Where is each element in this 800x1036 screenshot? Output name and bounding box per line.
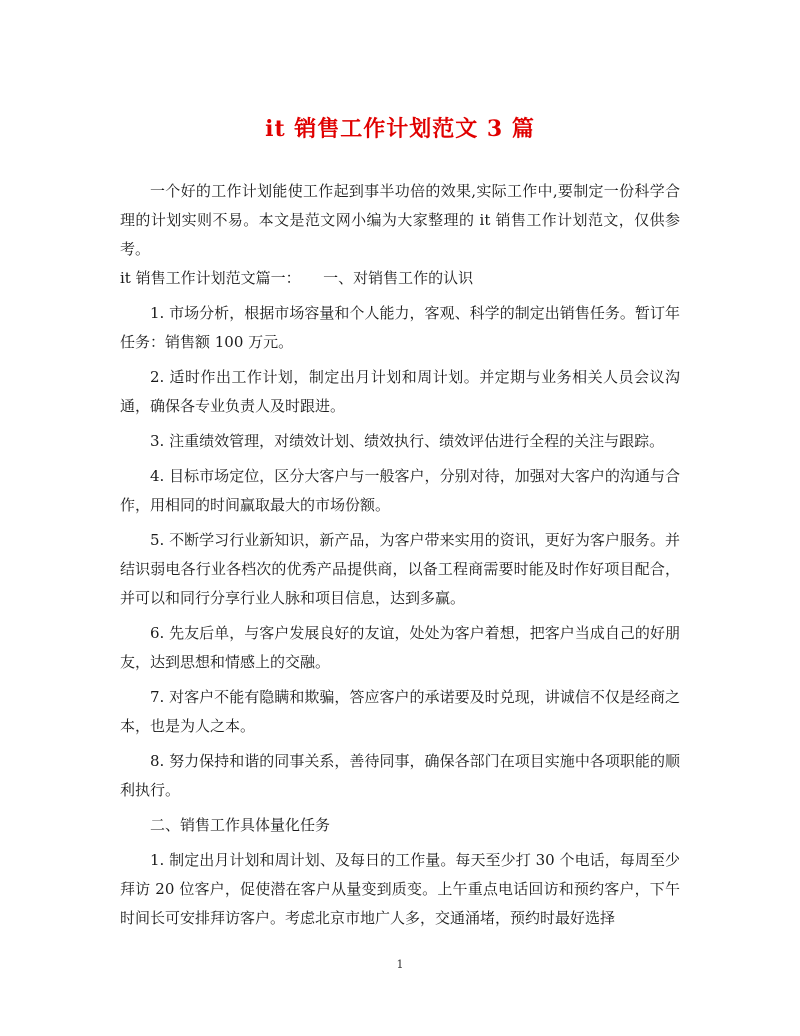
section-heading-two: 二、销售工作具体量化任务 <box>150 816 331 834</box>
paragraph-item-6: 6. 先友后单，与客户发展良好的友谊，处处为客户着想，把客户当成自己的好朋友，达到思想和情感上的交融。 <box>120 624 680 671</box>
page-number: 1 <box>396 958 404 971</box>
paragraph-item-1: 1. 市场分析，根据市场容量和个人能力，客观、科学的制定出销售任务。暂订年任务：销售额 100 万元。 <box>120 304 680 351</box>
paragraph-item-4: 4. 目标市场定位，区分大客户与一般客户，分别对待，加强对大客户的沟通与合作，用相同的时间赢取最大的市场份额。 <box>120 467 680 514</box>
paragraph-item-3: 3. 注重绩效管理，对绩效计划、绩效执行、绩效评估进行全程的关注与跟踪。 <box>150 432 665 450</box>
paragraph-item-2: 2. 适时作出工作计划，制定出月计划和周计划。并定期与业务相关人员会议沟通，确保各专业负责人及时跟进。 <box>120 368 680 415</box>
document-body <box>120 177 680 939</box>
section-heading-part-one: it 销售工作计划范文篇一： 一、对销售工作的认识 <box>120 269 474 287</box>
document-title: it 销售工作计划范文 3 篇 <box>265 116 535 142</box>
paragraph-item-8: 8. 努力保持和谐的同事关系，善待同事，确保各部门在项目实施中各项职能的顺利执行。 <box>120 752 680 799</box>
paragraph-quantified-1: 1. 制定出月计划和周计划、及每日的工作量。每天至少打 30 个电话，每周至少拜访 20 位客户，促使潜在客户从量变到质变。上午重点电话回访和预约客户，下午时间长可安排拜访客户。考虑北京市地广人多，交通涌堵，预约时最好选择 <box>120 851 680 927</box>
paragraph-item-7: 7. 对客户不能有隐瞒和欺骗，答应客户的承诺要及时兑现，讲诚信不仅是经商之本，也是为人之本。 <box>120 688 680 735</box>
paragraph-item-5: 5. 不断学习行业新知识，新产品，为客户带来实用的资讯，更好为客户服务。并结识弱电各行业各档次的优秀产品提供商，以备工程商需要时能及时作好项目配合，并可以和同行分享行业人脉和项目信息，达到多赢。 <box>120 531 680 607</box>
intro-paragraph: 一个好的工作计划能使工作起到事半功倍的效果,实际工作中,要制定一份科学合理的计划实则不易。本文是范文网小编为大家整理的 it 销售工作计划范文，仅供参考。 <box>120 182 680 258</box>
